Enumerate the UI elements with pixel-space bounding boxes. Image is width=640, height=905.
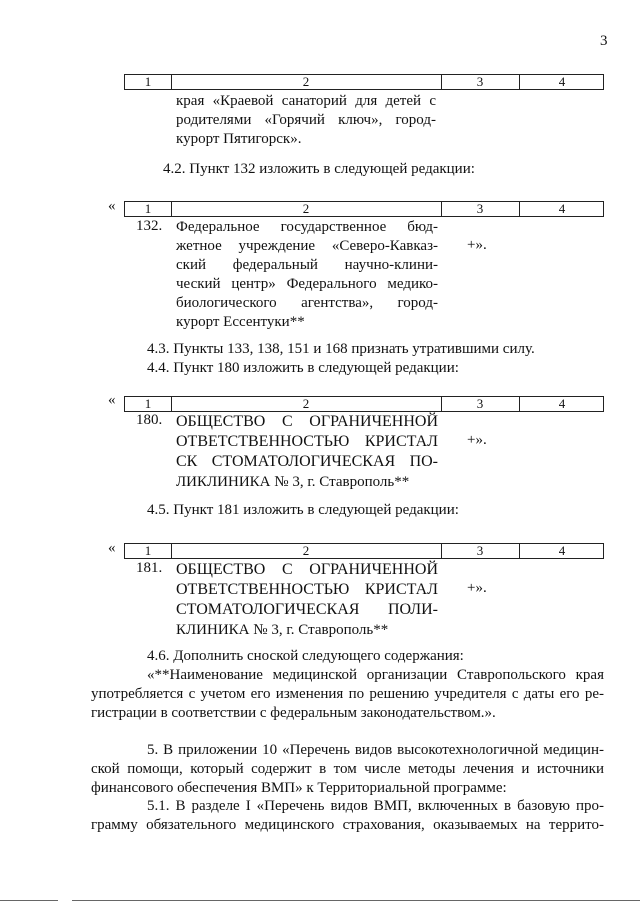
header-col-3: 3 <box>476 543 484 558</box>
opening-quote: « <box>108 392 116 408</box>
row-number: 132. <box>136 218 163 234</box>
header-col-2: 2 <box>302 74 310 89</box>
row-text: ОБЩЕСТВО С ОГРАНИЧЕННОЙ ОТВЕТСТВЕННОСТЬЮ КРИСТАЛ СТОМАТОЛОГИЧЕСКАЯ ПОЛИ- КЛИНИКА № 3, г. Ставрополь** <box>176 561 438 638</box>
row-number: 181. <box>136 560 163 576</box>
header-col-4: 4 <box>558 396 566 411</box>
header-col-4: 4 <box>558 201 566 216</box>
header-col-1: 1 <box>144 201 152 216</box>
paragraph-4-4: 4.4. Пункт 180 изложить в следующей редакции: <box>147 360 459 376</box>
paragraph-5-1: 5.1. В разделе I «Перечень видов ВМП, включенных в базовую про- грамму обязательного медицинского страхования, оказываемых на террито- <box>91 798 604 833</box>
header-col-1: 1 <box>144 543 152 558</box>
table-header-row <box>124 543 604 559</box>
page-number: 3 <box>600 33 608 49</box>
paragraph-4-3: 4.3. Пункты 133, 138, 151 и 168 признать утратившими силу. <box>147 341 535 357</box>
table-header-row <box>124 396 604 412</box>
table-header-row <box>124 201 604 217</box>
header-col-1: 1 <box>144 396 152 411</box>
header-col-1: 1 <box>144 74 152 89</box>
row-number: 180. <box>136 412 163 428</box>
row-col3-value: +». <box>467 237 487 253</box>
header-col-4: 4 <box>558 543 566 558</box>
header-col-3: 3 <box>476 396 484 411</box>
paragraph-5: 5. В приложении 10 «Перечень видов высокотехнологичной медицин- ской помощи, который содержит в том числе методы лечения и источники финансового обеспечения ВМП» к Территориальной программе: <box>91 742 604 796</box>
scan-edge-line <box>0 900 58 901</box>
paragraph-4-6-footnote: «**Наименование медицинской организации Ставропольского края употребляется с учетом его изменения по решению учредителя с даты его ре- гистрации в соответствии с федеральным законодательством.». <box>91 667 604 721</box>
paragraph-4-5: 4.5. Пункт 181 изложить в следующей редакции: <box>147 502 459 518</box>
header-col-3: 3 <box>476 201 484 216</box>
header-col-2: 2 <box>302 396 310 411</box>
row-text: ОБЩЕСТВО С ОГРАНИЧЕННОЙ ОТВЕТСТВЕННОСТЬЮ КРИСТАЛ СК СТОМАТОЛОГИЧЕСКАЯ ПО- ЛИКЛИНИКА № 3, г. Ставрополь** <box>176 413 438 490</box>
paragraph-4-6: 4.6. Дополнить сноской следующего содержания: <box>147 648 464 664</box>
row-col3-value: +». <box>467 580 487 596</box>
row-col3-value: +». <box>467 432 487 448</box>
row-text: Федеральное государственное бюд- жетное учреждение «Северо-Кавказ- ский федеральный научно-клини- ческий центр» Федерального медико- биологического агентства», город- курорт Ессентуки** <box>176 219 438 330</box>
table-row-text: края «Краевой санаторий для детей с родителями «Горячий ключ», город- курорт Пятигорск». <box>176 93 436 147</box>
table-header-row <box>124 74 604 90</box>
paragraph-4-2: 4.2. Пункт 132 изложить в следующей редакции: <box>163 161 475 177</box>
header-col-4: 4 <box>558 74 566 89</box>
opening-quote: « <box>108 540 116 556</box>
header-col-2: 2 <box>302 543 310 558</box>
header-col-3: 3 <box>476 74 484 89</box>
scan-edge-line <box>72 900 640 901</box>
opening-quote: « <box>108 198 116 214</box>
header-col-2: 2 <box>302 201 310 216</box>
